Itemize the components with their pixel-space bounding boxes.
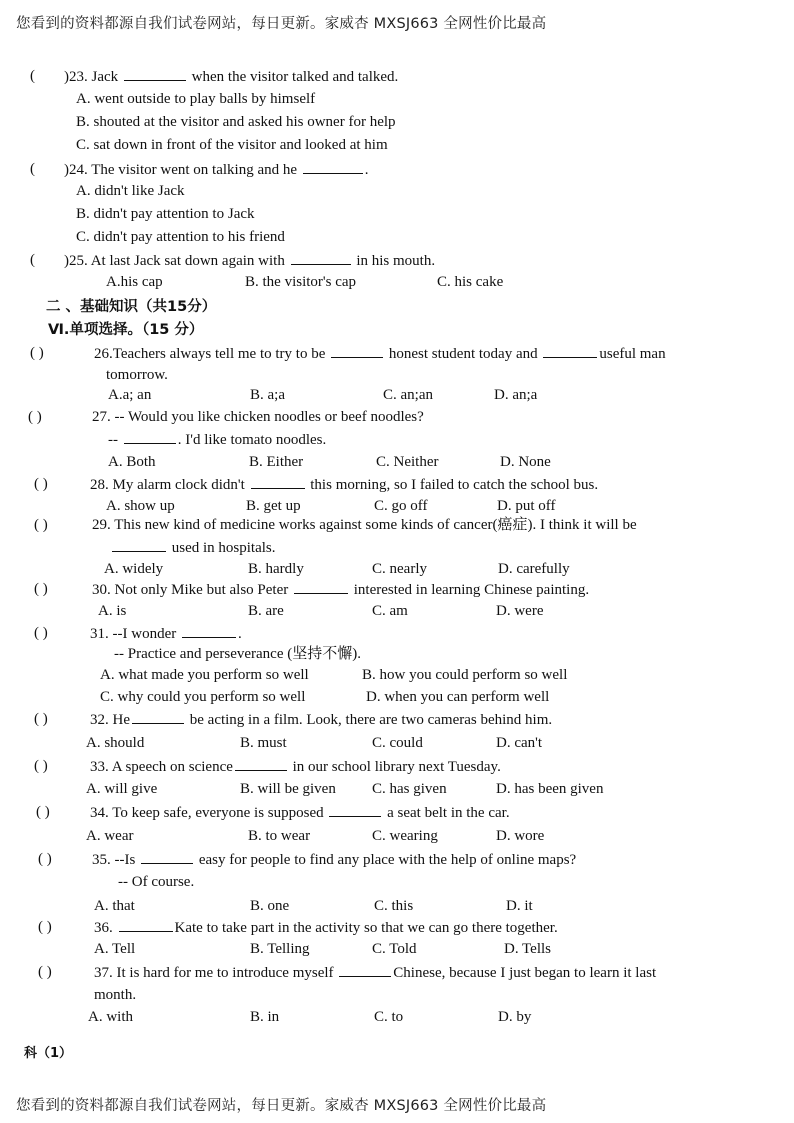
answer-paren-23: ( — [30, 68, 35, 84]
answer-paren-31: ( ) — [34, 625, 48, 641]
option-24-b: B. didn't pay attention to Jack — [76, 206, 255, 222]
option-33-a: A. will give — [86, 781, 158, 797]
option-26-a: A.a; an — [108, 387, 152, 403]
question-text: He — [112, 712, 130, 728]
option-29-c: C. nearly — [372, 561, 427, 577]
option-35-b: B. one — [250, 898, 290, 914]
option-30-c: C. am — [372, 603, 408, 619]
question-text: useful man — [599, 346, 666, 362]
watermark-banner-bottom: 您看到的资料都源自我们试卷网站，每日更新。家威杏 MXSJ663 全网性价比最高 — [16, 1098, 547, 1114]
question-27: 27. -- Would you like chicken noodles or beef noodles? — [92, 409, 424, 425]
question-text: To keep safe, everyone is supposed — [112, 805, 324, 821]
option-35-c: C. this — [374, 898, 414, 914]
option-37-d: D. by — [498, 1009, 532, 1025]
question-text: A speech on science — [111, 759, 233, 775]
answer-paren-37: ( ) — [38, 964, 52, 980]
question-text: Teachers always tell me to try to be — [112, 346, 326, 362]
question-27-reply — [108, 430, 326, 449]
option-31-c: C. why could you perform so well — [100, 689, 306, 705]
question-23 — [64, 67, 398, 86]
option-32-d: D. can't — [496, 735, 543, 751]
question-37-continued: month. — [94, 987, 137, 1003]
question-text: --Is — [114, 852, 136, 868]
question-text: Jack — [91, 69, 119, 85]
question-text: Not only Mike but also Peter — [114, 582, 289, 598]
answer-blank — [291, 251, 351, 265]
answer-blank — [182, 624, 236, 638]
option-30-b: B. are — [248, 603, 284, 619]
option-33-c: C. has given — [372, 781, 447, 797]
answer-blank — [112, 538, 166, 552]
answer-blank — [329, 803, 381, 817]
question-text: . — [364, 162, 369, 178]
answer-blank — [124, 430, 176, 444]
answer-paren-35: ( ) — [38, 851, 52, 867]
option-36-c: C. Told — [372, 941, 417, 957]
option-23-b: B. shouted at the visitor and asked his owner for help — [76, 114, 396, 130]
answer-paren-32: ( ) — [34, 711, 48, 727]
question-text: . — [237, 626, 242, 642]
section-title: 二 、基础知识（共15分） — [46, 299, 217, 315]
answer-blank — [339, 963, 391, 977]
question-30 — [92, 580, 589, 599]
question-35 — [92, 850, 576, 869]
answer-blank — [235, 757, 287, 771]
option-32-b: B. must — [240, 735, 287, 751]
question-text: when the visitor talked and talked. — [191, 69, 399, 85]
option-33-b: B. will be given — [240, 781, 336, 797]
option-24-a: A. didn't like Jack — [76, 183, 185, 199]
option-37-c: C. to — [374, 1009, 404, 1025]
answer-blank — [543, 344, 597, 358]
option-34-a: A. wear — [86, 828, 134, 844]
question-number: )23. — [64, 69, 88, 85]
option-37-b: B. in — [250, 1009, 280, 1025]
question-number: 28. — [90, 477, 109, 493]
question-text: At last Jack sat down again with — [90, 253, 285, 269]
question-text: in his mouth. — [356, 253, 436, 269]
question-32 — [90, 710, 552, 729]
question-text: this morning, so I failed to catch the school bus. — [310, 477, 599, 493]
question-number: 31. — [90, 626, 109, 642]
answer-blank — [124, 67, 186, 81]
question-text: Kate to take part in the activity so that we can go there together. — [174, 920, 558, 936]
question-number: 37. — [94, 965, 113, 981]
question-text: This new kind of medicine works against some kinds of cancer(癌症). I think it will be — [114, 517, 637, 533]
option-28-a: A. show up — [106, 498, 175, 514]
question-26 — [94, 344, 666, 363]
question-26-continued: tomorrow. — [106, 367, 168, 383]
option-35-a: A. that — [94, 898, 135, 914]
answer-paren-26: ( ) — [30, 345, 44, 361]
option-28-c: C. go off — [374, 498, 428, 514]
section-subtitle: Ⅵ.单项选择。（15 分） — [48, 322, 204, 338]
option-33-d: D. has been given — [496, 781, 604, 797]
option-25-c: C. his cake — [437, 274, 504, 290]
option-31-d: D. when you can perform well — [366, 689, 550, 705]
answer-paren-27: ( ) — [28, 409, 42, 425]
question-28 — [90, 475, 598, 494]
answer-paren-28: ( ) — [34, 476, 48, 492]
question-29-continued — [110, 538, 276, 557]
question-number: 33. — [90, 759, 109, 775]
answer-paren-30: ( ) — [34, 581, 48, 597]
answer-blank — [251, 475, 305, 489]
question-text: Chinese, because I just began to learn it last — [393, 965, 657, 981]
question-number: 36. — [94, 920, 113, 936]
option-23-a: A. went outside to play balls by himself — [76, 91, 316, 107]
answer-blank — [132, 710, 184, 724]
answer-paren-33: ( ) — [34, 758, 48, 774]
question-35-reply: -- Of course. — [118, 874, 195, 890]
question-text: in our school library next Tuesday. — [292, 759, 501, 775]
question-text: interested in learning Chinese painting. — [353, 582, 590, 598]
answer-paren-25: ( — [30, 252, 35, 268]
option-26-d: D. an;a — [494, 387, 538, 403]
option-34-d: D. wore — [496, 828, 545, 844]
option-24-c: C. didn't pay attention to his friend — [76, 229, 285, 245]
option-30-a: A. is — [98, 603, 127, 619]
question-31 — [90, 624, 242, 643]
question-31-reply: -- Practice and perseverance (坚持不懈). — [114, 646, 361, 662]
answer-blank — [141, 850, 193, 864]
option-29-d: D. carefully — [498, 561, 570, 577]
question-number: 29. — [92, 517, 111, 533]
question-number: 32. — [90, 712, 109, 728]
option-34-c: C. wearing — [372, 828, 438, 844]
question-text: honest student today and — [388, 346, 538, 362]
option-36-b: B. Telling — [250, 941, 310, 957]
question-number: 26. — [94, 346, 113, 362]
question-text: -- — [108, 432, 118, 448]
option-25-b: B. the visitor's cap — [245, 274, 357, 290]
option-28-b: B. get up — [246, 498, 301, 514]
option-34-b: B. to wear — [248, 828, 311, 844]
option-36-d: D. Tells — [504, 941, 552, 957]
question-number: 30. — [92, 582, 111, 598]
option-30-d: D. were — [496, 603, 544, 619]
option-26-c: C. an;an — [383, 387, 433, 403]
question-number: 34. — [90, 805, 109, 821]
question-24 — [64, 160, 369, 179]
option-35-d: D. it — [506, 898, 533, 914]
option-23-c: C. sat down in front of the visitor and looked at him — [76, 137, 388, 153]
option-31-a: A. what made you perform so well — [100, 667, 309, 683]
option-27-c: C. Neither — [376, 454, 439, 470]
answer-blank — [331, 344, 383, 358]
question-33 — [90, 757, 501, 776]
option-27-d: D. None — [500, 454, 551, 470]
question-number: )24. — [64, 162, 88, 178]
page-label: 科（1） — [24, 1046, 73, 1061]
option-28-d: D. put off — [497, 498, 556, 514]
option-31-b: B. how you could perform so well — [362, 667, 568, 683]
option-29-a: A. widely — [104, 561, 164, 577]
question-text: a seat belt in the car. — [387, 805, 510, 821]
question-text: My alarm clock didn't — [112, 477, 245, 493]
watermark-banner-top: 您看到的资料都源自我们试卷网站，每日更新。家威杏 MXSJ663 全网性价比最高 — [16, 16, 547, 32]
option-32-c: C. could — [372, 735, 423, 751]
answer-paren-24: ( — [30, 161, 35, 177]
question-29 — [92, 516, 637, 534]
question-text: --I wonder — [112, 626, 177, 642]
question-text: easy for people to find any place with the help of online maps? — [198, 852, 577, 868]
answer-blank — [303, 160, 363, 174]
option-29-b: B. hardly — [248, 561, 304, 577]
option-27-a: A. Both — [108, 454, 156, 470]
answer-paren-34: ( ) — [36, 804, 50, 820]
answer-paren-36: ( ) — [38, 919, 52, 935]
question-number: 35. — [92, 852, 111, 868]
answer-paren-29: ( ) — [34, 517, 48, 533]
question-25 — [64, 251, 435, 270]
option-36-a: A. Tell — [94, 941, 136, 957]
option-32-a: A. should — [86, 735, 145, 751]
question-37 — [94, 963, 656, 982]
option-37-a: A. with — [88, 1009, 133, 1025]
option-27-b: B. Either — [249, 454, 304, 470]
question-text: The visitor went on talking and he — [91, 162, 298, 178]
question-36 — [94, 918, 558, 937]
question-34 — [90, 803, 510, 822]
question-text: be acting in a film. Look, there are two cameras behind him. — [189, 712, 553, 728]
option-26-b: B. a;a — [250, 387, 285, 403]
question-text: used in hospitals. — [171, 540, 276, 556]
answer-blank — [119, 918, 173, 932]
question-number: )25. — [64, 253, 88, 269]
question-text: It is hard for me to introduce myself — [116, 965, 334, 981]
option-25-a: A.his cap — [106, 274, 163, 290]
question-text: . I'd like tomato noodles. — [177, 432, 327, 448]
answer-blank — [294, 580, 348, 594]
